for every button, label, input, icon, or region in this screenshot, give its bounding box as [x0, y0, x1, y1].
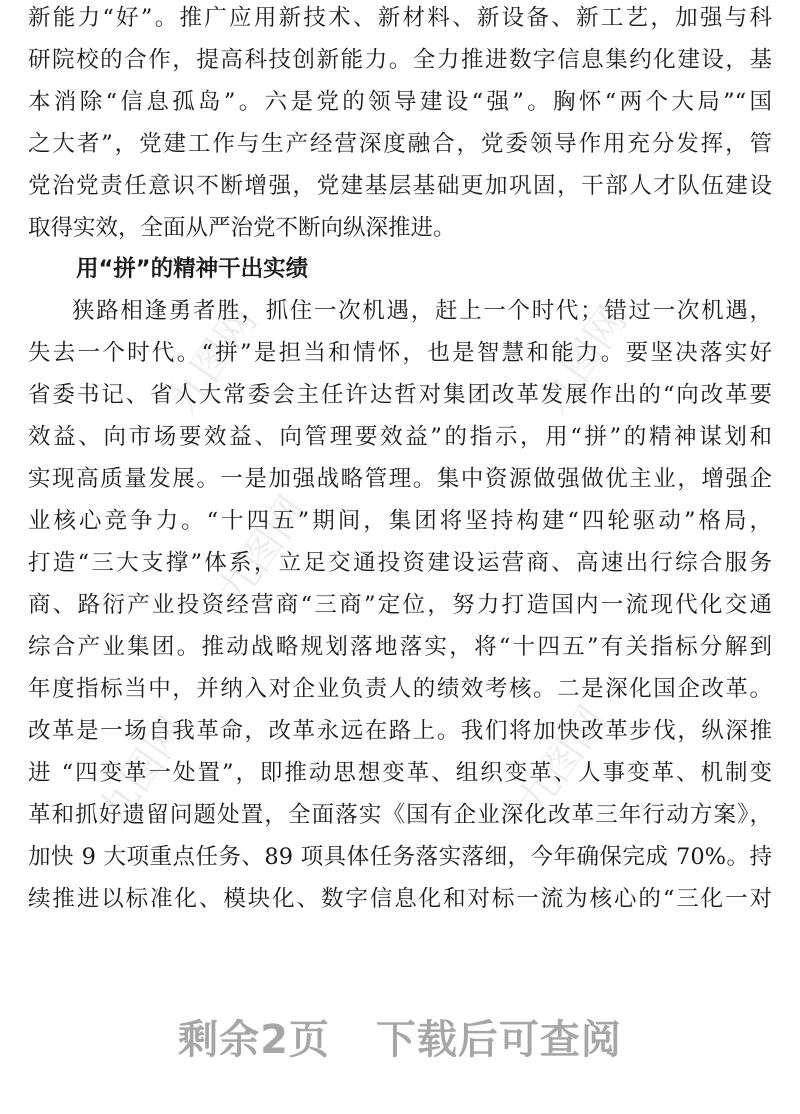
- paragraph-line: 打造“三大支撑”体系，立足交通投资建设运营商、高速出行综合服务: [28, 550, 772, 576]
- paragraph-line: 之大者”，党建工作与生产经营深度融合，党委领导作用充分发挥，管: [28, 131, 772, 157]
- paragraph-line: 省委书记、省人大常委会主任许达哲对集团改革发展作出的“向改革要: [28, 382, 772, 408]
- paragraph-line: 综合产业集团。推动战略规划落地落实，将“十四五”有关指标分解到: [28, 634, 772, 660]
- paragraph-line: 党治党责任意识不断增强，党建基层基础更加巩固，干部人才队伍建设: [28, 173, 772, 199]
- paragraph-line: 研院校的合作，提高科技创新能力。全力推进数字信息集约化建设，基: [28, 47, 772, 73]
- paragraph-line: 狭路相逢勇者胜，抓住一次机遇，赶上一个时代；错过一次机遇，: [72, 298, 772, 324]
- paragraph-line: 取得实效，全面从严治党不断向纵深推进。: [28, 215, 456, 241]
- watermark: 九图网: [509, 698, 617, 823]
- watermark: 九图网: [529, 298, 637, 423]
- watermark: 九图网: [159, 298, 267, 423]
- paragraph-line: 新能力“好”。推广应用新技术、新材料、新设备、新工艺，加强与科: [28, 5, 772, 31]
- paragraph-line: 效益、向市场要效益、向管理要效益”的指示，用“拼”的精神谋划和: [28, 424, 772, 450]
- paragraph-line: 商、路衍产业投资经营商“三商”定位，努力打造国内一流现代化交通: [28, 592, 772, 618]
- paragraph-line: 失去一个时代。“拼”是担当和情怀，也是智慧和能力。要坚决落实好: [28, 340, 772, 366]
- paragraph-line: 加快 9 大项重点任务、89 项具体任务落实落细，今年确保完成 70%。持: [28, 844, 772, 870]
- download-prompt[interactable]: [0, 1012, 800, 1068]
- paragraph-line: 改革是一场自我革命，改革永远在路上。我们将加快改革步伐，纵深推: [28, 718, 772, 744]
- paragraph-line: 年度指标当中，并纳入对企业负责人的绩效考核。二是深化国企改革。: [28, 676, 772, 702]
- watermark: 九图网: [209, 488, 317, 613]
- remaining-pages-label: 剩余2页: [178, 1017, 330, 1063]
- watermark: 九图网: [89, 708, 197, 833]
- paragraph-line: 续推进以标准化、模块化、数字信息化和对标一流为核心的“三化一对: [28, 886, 772, 912]
- paragraph-line: 进 “四变革一处置”，即推动思想变革、组织变革、人事变革、机制变: [28, 760, 772, 786]
- paragraph-line: 本消除“信息孤岛”。六是党的领导建设“强”。胸怀“两个大局”“国: [28, 89, 772, 115]
- section-heading: 用“拼”的精神干出实绩: [76, 256, 309, 282]
- download-to-view-label[interactable]: 下载后可查阅: [375, 1017, 622, 1063]
- paragraph-line: 实现高质量发展。一是加强战略管理。集中资源做强做优主业，增强企: [28, 466, 772, 492]
- paragraph-line: 革和抓好遗留问题处置，全面落实《国有企业深化改革三年行动方案》，: [28, 802, 772, 828]
- paragraph-line: 业核心竞争力。“十四五”期间，集团将坚持构建“四轮驱动”格局，: [28, 508, 772, 534]
